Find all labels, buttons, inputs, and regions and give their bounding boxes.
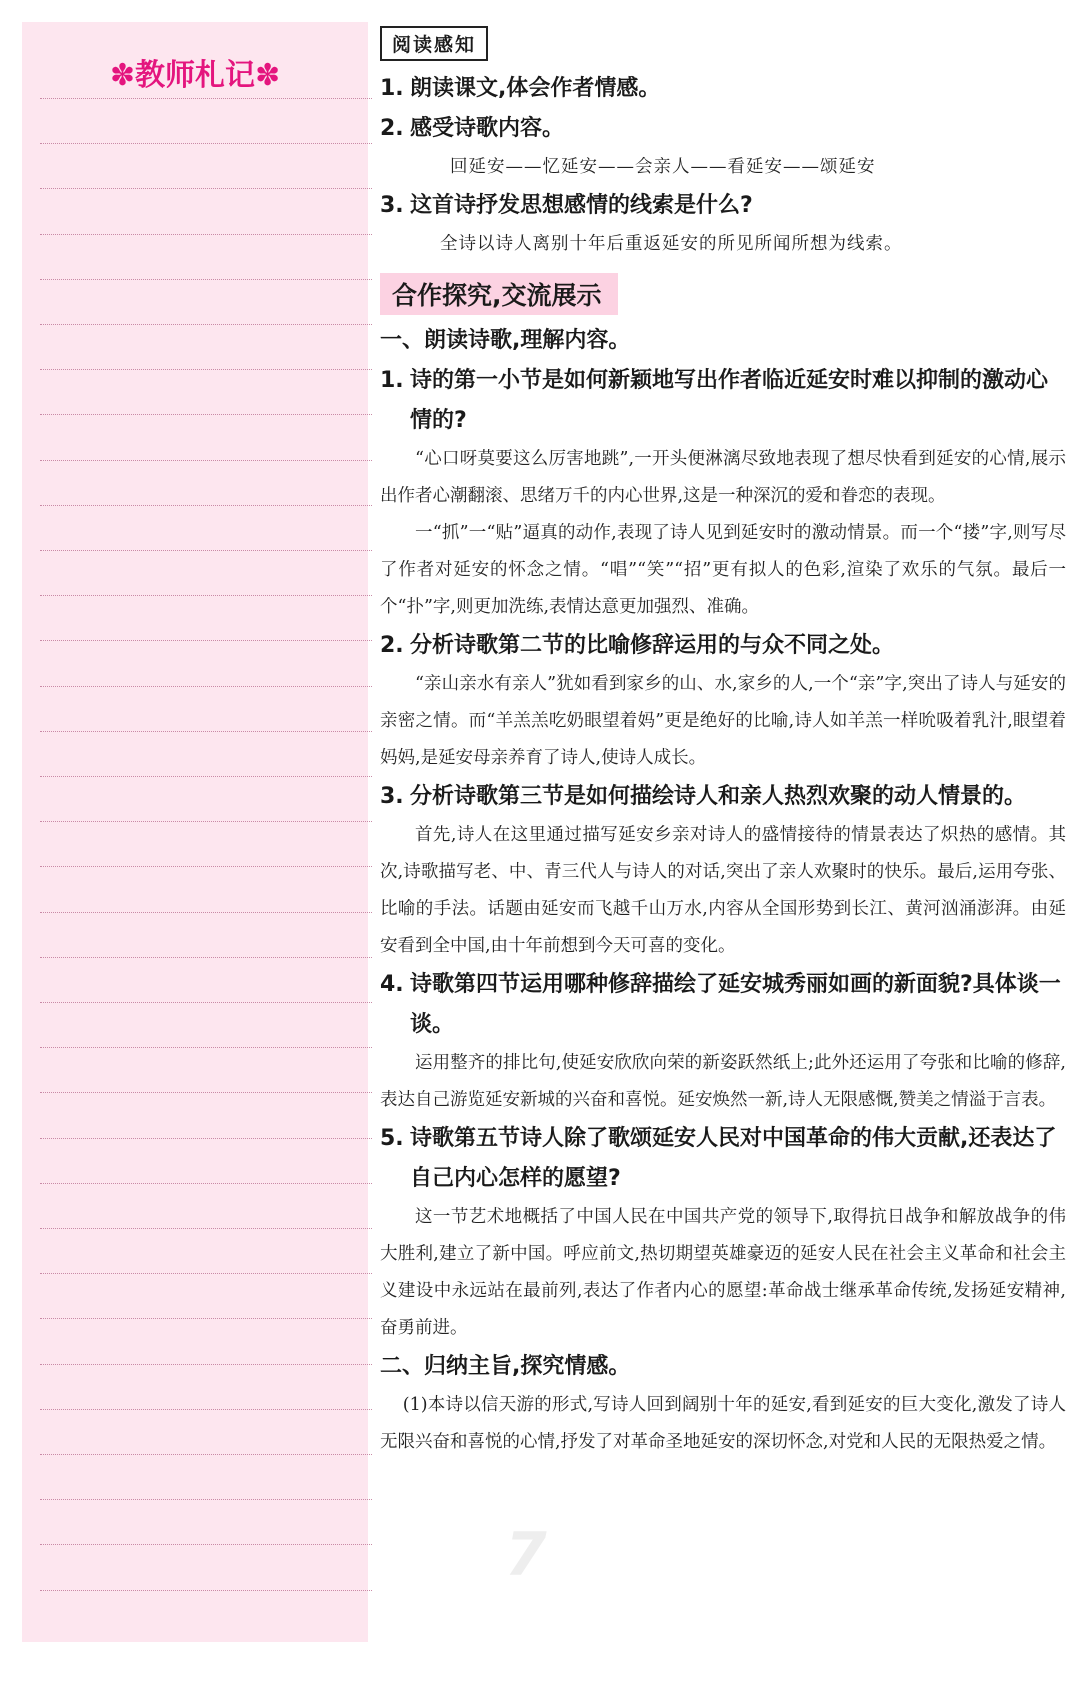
- note-line: [40, 1183, 372, 1184]
- note-line: [40, 866, 372, 867]
- note-line: [40, 1364, 372, 1365]
- question-number: 2.: [380, 633, 404, 658]
- note-line: [40, 1544, 372, 1545]
- note-line: [40, 686, 372, 687]
- question-text: 诗歌第四节运用哪种修辞描绘了延安城秀丽如画的新面貌?具体谈一谈。: [410, 972, 1061, 1037]
- reading-section: [380, 26, 1066, 263]
- page-number: 7: [505, 1520, 547, 1590]
- coop-question-2: [380, 626, 1066, 666]
- question-number: 5.: [380, 1126, 404, 1151]
- note-line: [40, 143, 372, 144]
- question-number: 3.: [380, 193, 404, 218]
- note-line: [40, 98, 372, 99]
- coop-questions: [380, 361, 1066, 1347]
- answer-paragraph: “亲山亲水有亲人”犹如看到家乡的山、水,家乡的人,一个“亲”字,突出了诗人与延安的亲密之情。而“羊羔羔吃奶眼望着妈”更是绝好的比喻,诗人如羊羔一样吮吸着乳汁,眼望着妈妈,是延安母亲养育了诗人,使诗人成长。: [380, 674, 1066, 768]
- note-line: [40, 1318, 372, 1319]
- note-line: [40, 821, 372, 822]
- note-line: [40, 550, 372, 551]
- note-line: [40, 505, 372, 506]
- note-line: [40, 1228, 372, 1229]
- coop-banner: 合作探究,交流展示: [380, 273, 618, 315]
- note-line: [40, 1047, 372, 1048]
- note-line: [40, 324, 372, 325]
- part1-heading: 一、朗读诗歌,理解内容。: [380, 328, 631, 353]
- note-line: [40, 1092, 372, 1093]
- question-text: 分析诗歌第三节是如何描绘诗人和亲人热烈欢聚的动人情景的。: [410, 784, 1027, 809]
- answer-paragraph: 运用整齐的排比句,使延安欣欣向荣的新姿跃然纸上;此外还运用了夸张和比喻的修辞,表达自己游览延安新城的兴奋和喜悦。延安焕然一新,诗人无限感慨,赞美之情溢于言表。: [380, 1053, 1066, 1110]
- answer-paragraph: 一“抓”一“贴”逼真的动作,表现了诗人见到延安时的激动情景。而一个“搂”字,则写尽了作者对延安的怀念之情。“唱”“笑”“招”更有拟人的色彩,渲染了欢乐的气氛。最后一个“扑”字,则更加洗练,表情达意更加强烈、准确。: [380, 523, 1066, 617]
- note-line: [40, 234, 372, 235]
- reading-question-2: [380, 109, 1066, 149]
- question-text: 朗读课文,体会作者情感。: [410, 76, 661, 101]
- note-line: [40, 1002, 372, 1003]
- reading-label: 阅读感知: [380, 26, 488, 61]
- note-line: [40, 279, 372, 280]
- question-text: 感受诗歌内容。: [410, 116, 565, 141]
- part2-heading: 二、归纳主旨,探究情感。: [380, 1354, 631, 1379]
- question-number: 1.: [380, 76, 404, 101]
- main-content: [380, 26, 1066, 1461]
- note-line: [40, 912, 372, 913]
- answer-paragraph: “心口呀莫要这么厉害地跳”,一开头便淋漓尽致地表现了想尽快看到延安的心情,展示出作者心潮翻滚、思绪万千的内心世界,这是一种深沉的爱和眷恋的表现。: [380, 449, 1066, 506]
- question-text: 分析诗歌第二节的比喻修辞运用的与众不同之处。: [410, 633, 895, 658]
- note-line: [40, 595, 372, 596]
- note-line: [40, 1590, 372, 1591]
- note-line: [40, 1138, 372, 1139]
- answer-paragraph: 这一节艺术地概括了中国人民在中国共产党的领导下,取得抗日战争和解放战争的伟大胜利,建立了新中国。呼应前文,热切期望英雄豪迈的延安人民在社会主义革命和社会主义建设中永远站在最前列,表达了作者内心的愿望:革命战士继承革命传统,发扬延安精神,奋勇前进。: [380, 1207, 1066, 1338]
- coop-question-1: [380, 361, 1066, 441]
- note-line: [40, 1409, 372, 1410]
- reading-question-3: [380, 186, 1066, 226]
- coop-question-3: [380, 777, 1066, 817]
- note-line: [40, 1454, 372, 1455]
- question-text: 这首诗抒发思想感情的线索是什么?: [410, 193, 753, 218]
- note-line: [40, 640, 372, 641]
- reading-question-1: [380, 69, 1066, 109]
- coop-question-5: [380, 1119, 1066, 1199]
- coop-question-4: [380, 965, 1066, 1045]
- note-line: [40, 460, 372, 461]
- note-line: [40, 1273, 372, 1274]
- question-number: 1.: [380, 368, 404, 393]
- note-line: [40, 776, 372, 777]
- note-line: [40, 369, 372, 370]
- question-text: 诗的第一小节是如何新颖地写出作者临近延安时难以抑制的激动心情的?: [410, 368, 1049, 433]
- teacher-notes-sidebar: [22, 22, 368, 1642]
- reading-answer-3: 全诗以诗人离别十年后重返延安的所见所闻所想为线索。: [440, 234, 903, 254]
- sidebar-title: ✽教师札记✽: [109, 58, 281, 93]
- reading-answer-2: 回延安——忆延安——会亲人——看延安——颂延安: [450, 157, 876, 177]
- part2-paragraph: (1)本诗以信天游的形式,写诗人回到阔别十年的延安,看到延安的巨大变化,激发了诗人无限兴奋和喜悦的心情,抒发了对革命圣地延安的深切怀念,对党和人民的无限热爱之情。: [380, 1395, 1066, 1452]
- note-line: [40, 1499, 372, 1500]
- coop-section: [380, 273, 1066, 1461]
- question-number: 4.: [380, 972, 404, 997]
- question-number: 3.: [380, 784, 404, 809]
- question-number: 2.: [380, 116, 404, 141]
- note-line: [40, 731, 372, 732]
- note-line: [40, 957, 372, 958]
- question-text: 诗歌第五节诗人除了歌颂延安人民对中国革命的伟大贡献,还表达了自己内心怎样的愿望?: [410, 1126, 1057, 1191]
- note-line: [40, 414, 372, 415]
- answer-paragraph: 首先,诗人在这里通过描写延安乡亲对诗人的盛情接待的情景表达了炽热的感情。其次,诗歌描写老、中、青三代人与诗人的对话,突出了亲人欢聚时的快乐。最后,运用夸张、比喻的手法。话题由延安而飞越千山万水,内容从全国形势到长江、黄河汹涌澎湃。由延安看到全中国,由十年前想到今天可喜的变化。: [380, 825, 1066, 956]
- note-line: [40, 188, 372, 189]
